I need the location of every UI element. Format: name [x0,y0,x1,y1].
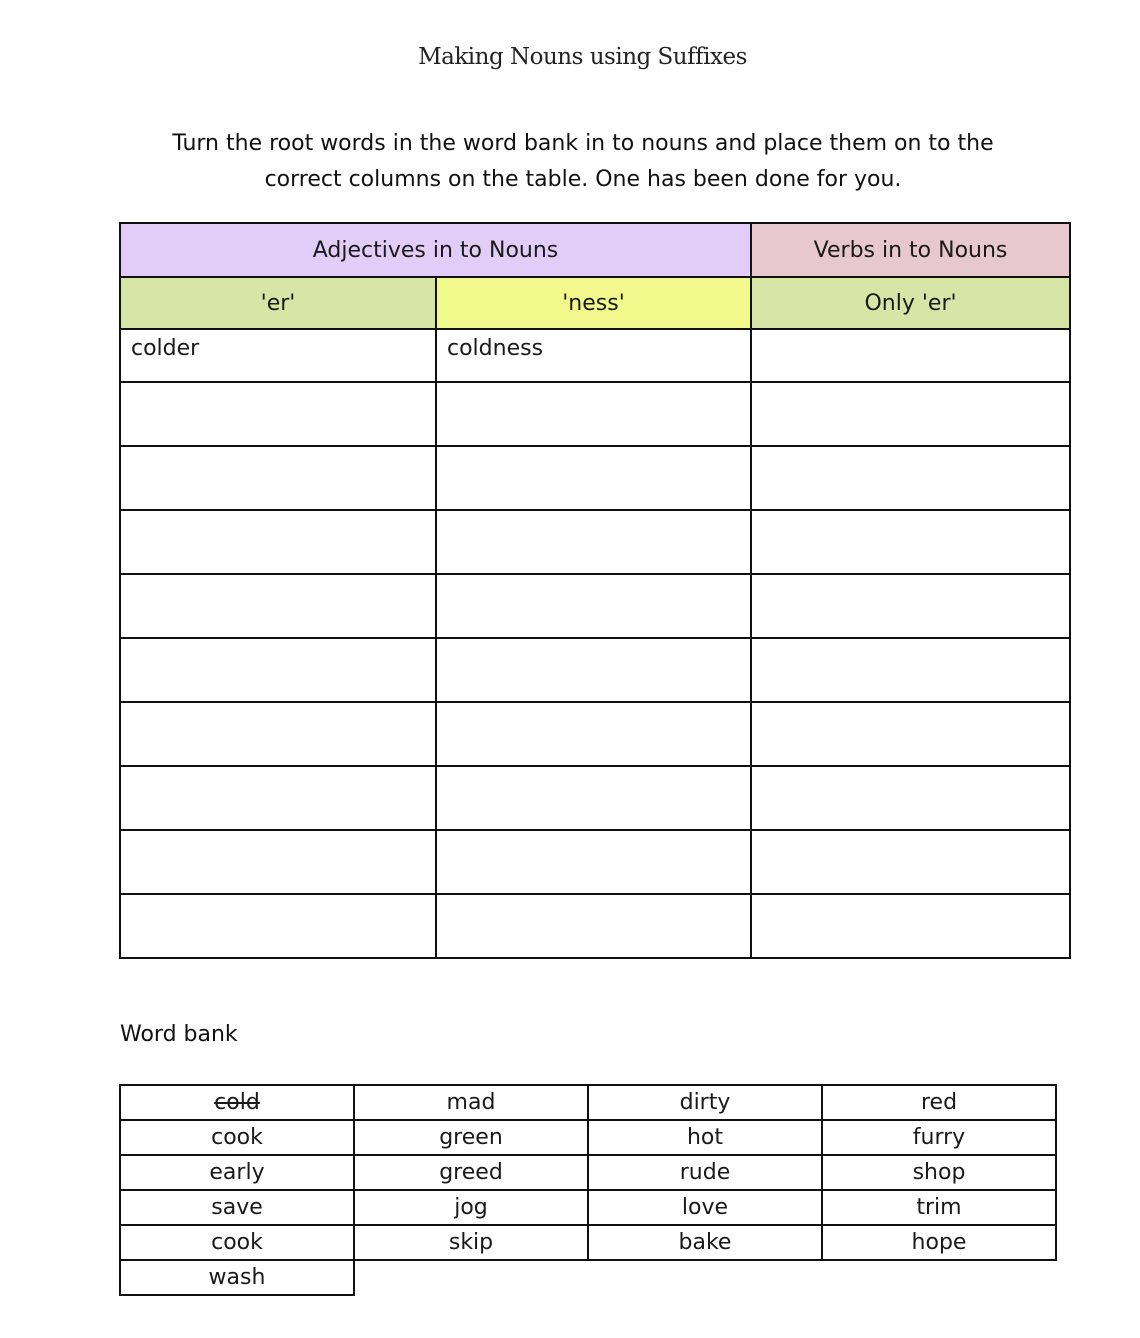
table-cell[interactable] [751,382,1070,446]
word-bank-table [119,1084,1057,1296]
cell-text [121,703,435,709]
cell-text [752,383,1069,389]
word-bank-word: cold [120,1085,354,1120]
word-bank-word: dirty [588,1085,822,1120]
cell-text [121,831,435,837]
instructions [100,126,1066,198]
cell-text [752,703,1069,709]
table-cell[interactable] [436,510,751,574]
only-er-column-header: Only 'er' [751,277,1070,329]
word-bank-word: mad [354,1085,588,1120]
table-cell[interactable] [436,702,751,766]
table-row [120,702,1070,766]
adjectives-group-header: Adjectives in to Nouns [120,223,751,277]
table-cell[interactable] [751,638,1070,702]
table-row [120,510,1070,574]
table-cell[interactable] [120,574,436,638]
table-cell[interactable] [751,830,1070,894]
cell-text [437,639,750,645]
table-cell[interactable] [436,446,751,510]
table-cell[interactable] [120,766,436,830]
word-bank-word: hope [822,1225,1056,1260]
cell-text [752,575,1069,581]
word-bank-word: love [588,1190,822,1225]
verbs-group-header: Verbs in to Nouns [751,223,1070,277]
table-row [120,894,1070,958]
table-cell[interactable] [436,638,751,702]
table-cell[interactable] [436,329,751,382]
cell-text [121,767,435,773]
cell-text [121,639,435,645]
cell-text [437,831,750,837]
table-cell[interactable] [120,446,436,510]
word-bank-word: furry [822,1120,1056,1155]
cell-text: colder [131,336,200,361]
word-bank-word: early [120,1155,354,1190]
cell-text [752,447,1069,453]
word-bank-word: trim [822,1190,1056,1225]
noun-sorting-table [119,222,1071,959]
word-bank-word: skip [354,1225,588,1260]
word-bank-row [120,1190,1056,1225]
table-cell[interactable] [436,830,751,894]
table-cell[interactable] [751,766,1070,830]
table-row [120,329,1070,382]
word-bank-word: hot [588,1120,822,1155]
word-bank-row [120,1260,1056,1295]
table-cell[interactable] [120,510,436,574]
cell-text [437,447,750,453]
word-bank-body [120,1085,1056,1295]
table-cell[interactable] [436,766,751,830]
table-cell[interactable] [751,510,1070,574]
cell-text [752,831,1069,837]
ness-column-header: 'ness' [436,277,751,329]
word-bank-word: rude [588,1155,822,1190]
table-cell[interactable] [751,894,1070,958]
word-bank-word: greed [354,1155,588,1190]
word-bank-row [120,1155,1056,1190]
table-cell[interactable] [120,830,436,894]
table-cell[interactable] [120,382,436,446]
word-bank-empty [354,1260,588,1295]
table-cell[interactable] [751,329,1070,382]
cell-text [121,447,435,453]
word-bank-word: jog [354,1190,588,1225]
word-bank-row [120,1085,1056,1120]
word-bank-word: wash [120,1260,354,1295]
table-cell[interactable] [436,894,751,958]
er-column-header: 'er' [120,277,436,329]
word-bank-label: Word bank [120,1022,238,1047]
cell-text [121,511,435,517]
cell-text [752,767,1069,773]
cell-text [121,895,435,901]
page-title: Making Nouns using Suffixes [418,44,747,70]
word-bank-word: shop [822,1155,1056,1190]
cell-text [752,895,1069,901]
word-bank-row [120,1225,1056,1260]
cell-text [437,383,750,389]
table-cell[interactable] [120,702,436,766]
cell-text [752,511,1069,517]
cell-text [437,767,750,773]
word-bank-word: cook [120,1225,354,1260]
table-row [120,830,1070,894]
table-row [120,574,1070,638]
word-bank-word: cook [120,1120,354,1155]
word-bank-row [120,1120,1056,1155]
cell-text [437,703,750,709]
word-bank-word: red [822,1085,1056,1120]
table-cell[interactable] [120,894,436,958]
table-row [120,766,1070,830]
table-cell[interactable] [120,638,436,702]
cell-text [121,575,435,581]
cell-text: coldness [447,336,544,361]
cell-text [437,895,750,901]
instructions-line-1: Turn the root words in the word bank in to nouns and place them on to the [172,131,994,156]
word-bank-word: save [120,1190,354,1225]
word-bank-word: bake [588,1225,822,1260]
cell-text [437,575,750,581]
table-cell[interactable] [436,574,751,638]
table-cell[interactable] [436,382,751,446]
instructions-line-2: correct columns on the table. One has been done for you. [264,167,902,192]
cell-text [752,639,1069,645]
table-row [120,638,1070,702]
cell-text [437,511,750,517]
cell-text [752,330,1069,336]
word-bank-empty [588,1260,822,1295]
table-cell[interactable] [751,574,1070,638]
word-bank-empty [822,1260,1056,1295]
table-cell[interactable] [751,702,1070,766]
word-bank-word: green [354,1120,588,1155]
table-body [120,329,1070,958]
cell-text [121,383,435,389]
table-cell[interactable] [751,446,1070,510]
table-cell[interactable] [120,329,436,382]
table-row [120,382,1070,446]
table-row [120,446,1070,510]
